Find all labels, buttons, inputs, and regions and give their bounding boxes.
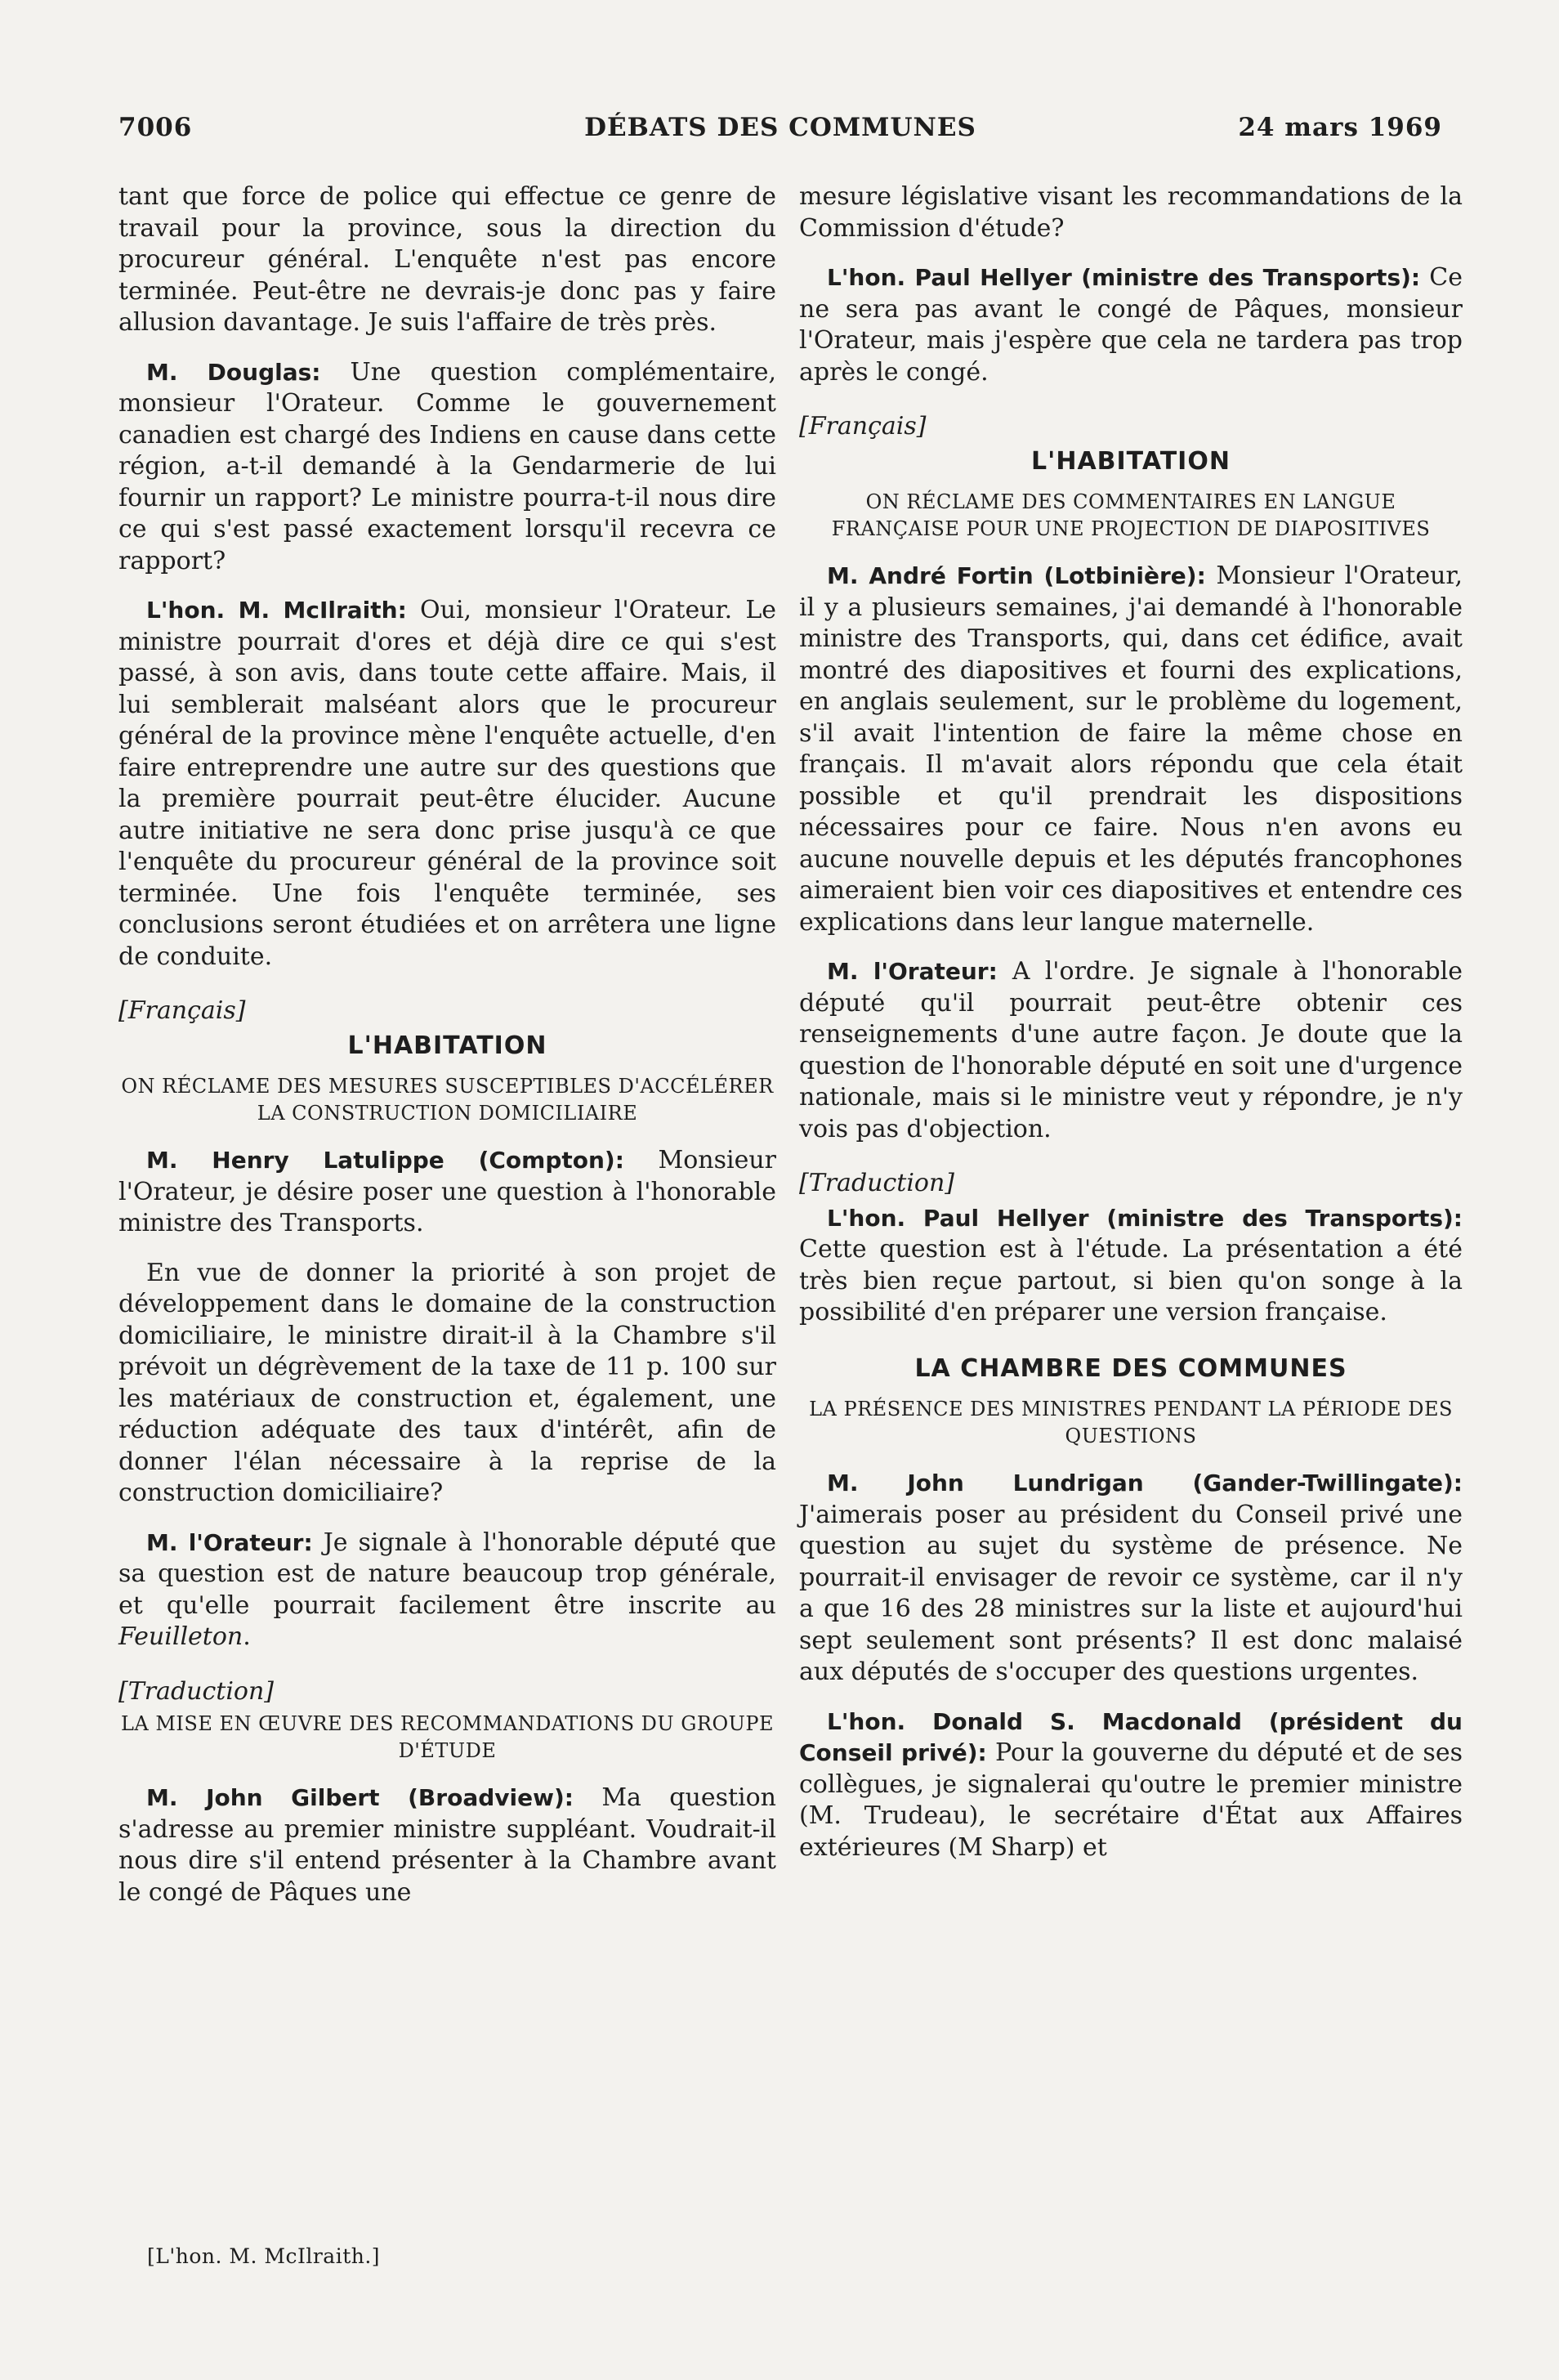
paragraph: mesure législative visant les recommandations de la Commission d'étude? [799, 182, 1463, 243]
paragraph [118, 1528, 776, 1653]
speech-text: Une question complémentaire, monsieur l'Orateur. Comme le gouvernement canadien est chargé des Indiens en cause dans cette région, a-t-il demandé à la Gendarmerie de lui fournir un rapport? Le ministre pourra-t-il nous dire ce qui s'est passé exactement lorsqu'il recevra ce rapport? [118, 357, 776, 575]
speaker-name: L'hon. Donald S. Macdonald (président du Conseil privé): [799, 1707, 1463, 1766]
speech-text: A l'ordre. Je signale à l'honorable député qu'il pourrait peut-être obtenir ces renseignements d'une autre façon. Je doute que la question de l'honorable député en soit une d'urgence nationale, mais si le ministre veut y répondre, je n'y vois pas d'objection. [799, 957, 1463, 1143]
speech-text: Ce ne sera pas avant le congé de Pâques, monsieur l'Orateur, mais j'espère que cela ne tardera pas trop après le congé. [799, 263, 1463, 387]
paragraph [118, 595, 776, 973]
page-header [118, 113, 1442, 154]
speech-text: Cette question est à l'étude. La présentation a été très bien reçue partout, si bien qu'on songe à la possibilité d'en préparer une version française. [799, 1235, 1463, 1326]
speaker-name: L'hon. Paul Hellyer (ministre des Transports): [827, 264, 1421, 291]
speaker-name: M. l'Orateur: [827, 958, 998, 985]
section-subheading: ON RÉCLAME DES COMMENTAIRES EN LANGUE FRANÇAISE POUR UNE PROJECTION DE DIAPOSITIVES [831, 490, 1431, 540]
footer-note: [L'hon. M. McIlraith.] [147, 2244, 381, 2268]
paragraph [799, 1707, 1463, 1864]
speech-text: Ma question s'adresse au premier ministre suppléant. Voudrait-il nous dire s'il entend présenter à la Chambre avant le congé de Pâques une [118, 1783, 776, 1907]
speaker-name: M. John Lundrigan (Gander-Twillingate): [827, 1470, 1463, 1496]
section-subheading: ON RÉCLAME DES MESURES SUSCEPTIBLES D'ACCÉLÉRER LA CONSTRUCTION DOMICILIAIRE [121, 1075, 774, 1125]
paragraph [799, 561, 1463, 938]
speech-text: . [243, 1622, 251, 1651]
section-subheading: LA PRÉSENCE DES MINISTRES PENDANT LA PÉRIODE DES QUESTIONS [809, 1398, 1453, 1447]
section-heading: LA CHAMBRE DES COMMUNES [914, 1353, 1347, 1383]
paragraph [799, 956, 1463, 1145]
paragraph [118, 357, 776, 578]
page-title: DÉBATS DES COMMUNES [584, 113, 976, 142]
speaker-name: M. André Fortin (Lotbinière): [827, 562, 1206, 589]
language-marker: [Traduction] [118, 1676, 275, 1706]
paragraph [799, 262, 1463, 388]
speaker-name: M. l'Orateur: [146, 1528, 313, 1556]
language-marker: [Traduction] [799, 1169, 955, 1197]
section-heading: L'HABITATION [347, 1031, 547, 1060]
page-number: 7006 [118, 113, 193, 142]
section-subheading: LA MISE EN ŒUVRE DES RECOMMANDATIONS DU GROUPE D'ÉTUDE [120, 1712, 775, 1762]
speaker-name: M. John Gilbert (Broadview): [146, 1784, 574, 1811]
paragraph [118, 1783, 776, 1908]
left-column [118, 181, 776, 1926]
page-date: 24 mars 1969 [1238, 113, 1442, 142]
paragraph [118, 1145, 776, 1240]
speaker-name: M. Douglas: [146, 358, 321, 386]
speech-text: Pour la gouverne du député et de ses collègues, je signalerai qu'outre le premier ministre (M. Trudeau), le secrétaire d'État aux Affaires extérieures (M Sharp) et [799, 1738, 1463, 1862]
italic-text: Feuilleton [118, 1622, 243, 1651]
paragraph: tant que force de police qui effectue ce genre de travail pour la province, sous la direction du procureur général. L'enquête n'est pas encore terminée. Peut-être ne devrais-je donc pas y faire allusion davantage. Je suis l'affaire de très près. [118, 182, 776, 337]
section-heading: L'HABITATION [1031, 446, 1231, 476]
speech-text: Je signale à l'honorable député que sa question est de nature beaucoup trop générale, et qu'elle pourrait facilement être inscrite au [118, 1528, 777, 1620]
speaker-name: L'hon. Paul Hellyer (ministre des Transports): [827, 1204, 1463, 1232]
speech-text: Monsieur l'Orateur, je désire poser une question à l'honorable ministre des Transports. [118, 1146, 776, 1237]
paragraph: En vue de donner la priorité à son projet de développement dans le domaine de la construction domiciliaire, le ministre dirait-il à la Chambre s'il prévoit un dégrèvement de la taxe de 11 p. 100 sur les matériaux de construction et, également, une réduction adéquate des taux d'intérêt, afin de donner l'élan nécessaire à la reprise de la construction domiciliaire? [118, 1258, 776, 1507]
paragraph [799, 1468, 1463, 1689]
speech-text: Oui, monsieur l'Orateur. Le ministre pourrait d'ores et déjà dire ce qui s'est passé, à son avis, dans toute cette affaire. Mais, il lui semblerait malséant alors que le procureur général de la province mène l'enquête actuelle, d'en faire entreprendre une autre sur des questions que la première pourrait peut-être élucider. Aucune autre initiative ne sera donc prise jusqu'à ce que l'enquête du procureur général de la province soit terminée. Une fois l'enquête terminée, ses conclusions seront étudiées et on arrêtera une ligne de conduite. [118, 596, 776, 971]
speaker-name: M. Henry Latulippe (Compton): [146, 1147, 624, 1174]
speaker-name: L'hon. M. McIlraith: [146, 597, 407, 624]
language-marker: [Français] [118, 996, 246, 1025]
speech-text: J'aimerais poser au président du Conseil privé une question au sujet du système de présence. Ne pourrait-il envisager de revoir ce système, car il n'y a que 16 des 28 ministres sur la liste et aujourd'hui sept seulement sont présents? Il est donc malaisé aux députés de s'occuper des questions urgentes. [799, 1500, 1463, 1686]
language-marker: [Français] [799, 412, 927, 441]
right-column [799, 181, 1463, 1881]
speech-text: Monsieur l'Orateur, il y a plusieurs semaines, j'ai demandé à l'honorable ministre des Transports, qui, dans cet édifice, avait montré des diapositives et fourni des explications, en anglais seulement, sur le problème du logement, s'il avait l'intention de faire la même chose en français. Il m'avait alors répondu que cela était possible et qu'il prendrait les dispositions nécessaires pour ce faire. Nous n'en avons eu aucune nouvelle depuis et les députés francophones aimeraient bien voir ces diapositives et entendre ces explications dans leur langue maternelle. [799, 561, 1463, 937]
paragraph [799, 1203, 1463, 1329]
